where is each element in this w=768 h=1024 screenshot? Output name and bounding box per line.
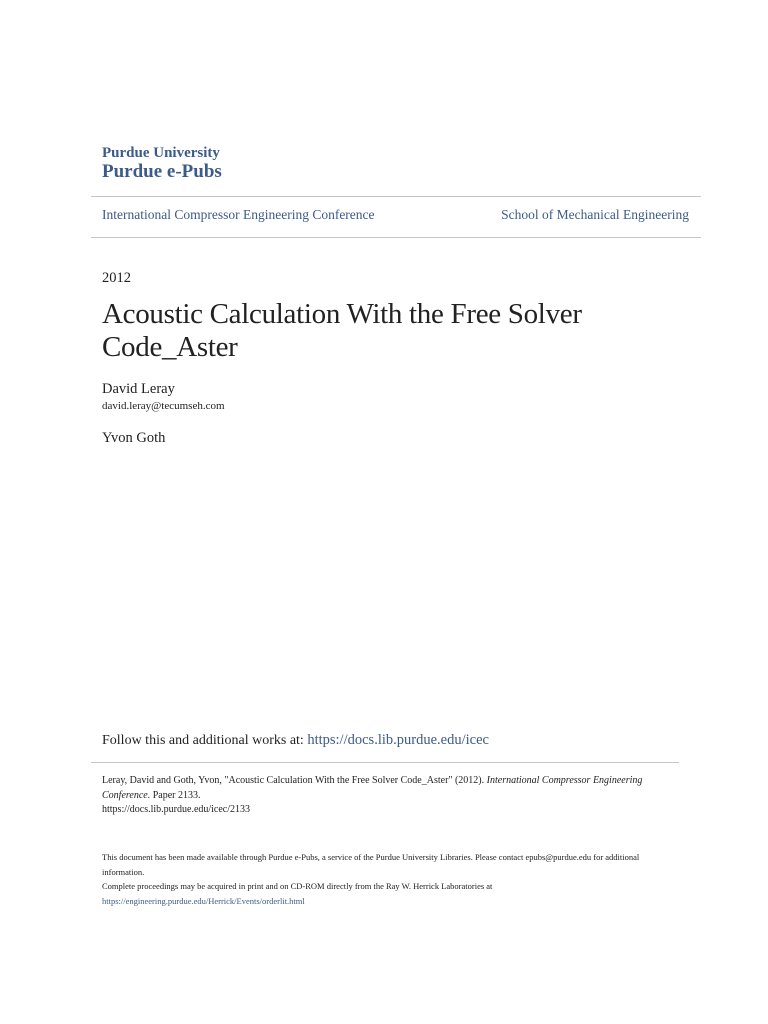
header-divider	[91, 196, 701, 197]
publication-year: 2012	[102, 270, 131, 286]
herrick-orderlit-link[interactable]: https://engineering.purdue.edu/Herrick/Events/orderlit.html	[102, 895, 305, 906]
citation-authors-title: Leray, David and Goth, Yvon, "Acoustic Calculation With the Free Solver Code_Aster" (2012).	[102, 775, 487, 786]
nav-divider	[91, 237, 701, 238]
citation-divider	[91, 762, 679, 763]
citation-venue: International Compressor Engineering Conference.	[102, 775, 643, 801]
citation-url[interactable]: https://docs.lib.purdue.edu/icec/2133	[102, 804, 251, 815]
citation-block	[102, 774, 672, 818]
follow-line	[102, 732, 489, 749]
paper-title: Acoustic Calculation With the Free Solver Code_Aster	[102, 298, 582, 363]
site-name-link[interactable]: Purdue e-Pubs	[102, 161, 222, 182]
availability-notice	[102, 850, 667, 908]
follow-text: Follow this and additional works at:	[102, 733, 308, 748]
collection-link[interactable]: https://docs.lib.purdue.edu/icec	[307, 732, 489, 748]
notice-proceedings-text: Complete proceedings may be acquired in print and on CD-ROM directly from the Ray W. Herrick Laboratories at	[102, 881, 493, 891]
author-name: David Leray	[102, 381, 175, 397]
author-email: david.leray@tecumseh.com	[102, 400, 225, 412]
author-name: Yvon Goth	[102, 430, 166, 446]
school-link[interactable]: School of Mechanical Engineering	[501, 207, 689, 222]
conference-link[interactable]: International Compressor Engineering Conference	[102, 207, 375, 222]
notice-line: This document has been made available through Purdue e-Pubs, a service of the Purdue University Libraries. Please contact epubs@purdue.edu for additional information.	[102, 852, 640, 877]
university-name[interactable]: Purdue University	[102, 145, 220, 161]
citation-paper-number: Paper 2133.	[150, 789, 201, 801]
